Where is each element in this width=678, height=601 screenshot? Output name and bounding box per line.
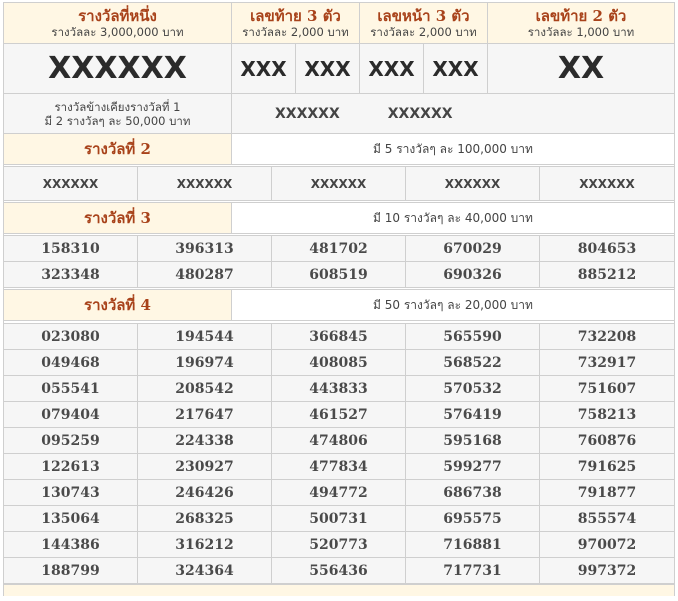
prize4-number: 576419	[406, 402, 540, 428]
last2-amount: รางวัลละ 1,000 บาท	[527, 25, 635, 39]
prize4-number: 477834	[272, 454, 406, 480]
last3-title: เลขท้าย 3 ตัว	[250, 7, 341, 25]
prize-values-row	[3, 44, 675, 94]
prize4-number: 230927	[138, 454, 272, 480]
front3-amount: รางวัลละ 2,000 บาท	[370, 25, 477, 39]
prize4-row	[3, 506, 675, 532]
prize4-number: 408085	[272, 350, 406, 376]
prize4-number: 716881	[406, 532, 540, 558]
prize4-number: 095259	[4, 428, 138, 454]
next-section-edge	[3, 584, 675, 596]
prize3-number: 323348	[4, 262, 138, 288]
last3-amount: รางวัลละ 2,000 บาท	[242, 25, 349, 39]
near-first-value-1: XXXXXX	[275, 105, 340, 122]
prize-header-row	[3, 2, 675, 44]
prize3-number: 670029	[406, 236, 540, 262]
prize4-number: 079404	[4, 402, 138, 428]
prize4-number: 324364	[138, 558, 272, 584]
prize4-number: 208542	[138, 376, 272, 402]
prize4-row	[3, 454, 675, 480]
prize3-title-cell	[4, 203, 232, 234]
prize3-number: 158310	[4, 236, 138, 262]
prize4-number: 196974	[138, 350, 272, 376]
prize2-values-row	[3, 167, 675, 201]
prize4-number: 494772	[272, 480, 406, 506]
prize4-number: 970072	[540, 532, 674, 558]
prize4-number: 855574	[540, 506, 674, 532]
prize4-number: 268325	[138, 506, 272, 532]
prize2-header-row	[3, 134, 675, 165]
prize4-number: 997372	[540, 558, 674, 584]
prize4-row	[3, 402, 675, 428]
prize4-number: 023080	[4, 324, 138, 350]
prize4-header-row	[3, 290, 675, 321]
front3-title: เลขหน้า 3 ตัว	[377, 7, 470, 25]
prize3-number: 396313	[138, 236, 272, 262]
prize4-number: 568522	[406, 350, 540, 376]
prize4-number: 122613	[4, 454, 138, 480]
prize4-number: 791877	[540, 480, 674, 506]
prize2-value: XXXXXX	[406, 167, 540, 201]
prize3-number: 804653	[540, 236, 674, 262]
prize4-number: 188799	[4, 558, 138, 584]
prize4-number: 732208	[540, 324, 674, 350]
prize4-number: 565590	[406, 324, 540, 350]
prize4-info: มี 50 รางวัลๆ ละ 20,000 บาท	[232, 290, 674, 321]
prize4-number: 791625	[540, 454, 674, 480]
last2-header	[488, 3, 674, 44]
first-prize-value: XXXXXX	[4, 44, 232, 94]
prize4-rows	[3, 324, 675, 584]
prize4-number: 500731	[272, 506, 406, 532]
prize3-number: 885212	[540, 262, 674, 288]
prize4-row	[3, 350, 675, 376]
prize2-value: XXXXXX	[540, 167, 674, 201]
last3-header	[232, 3, 360, 44]
prize4-number: 751607	[540, 376, 674, 402]
prize4-number: 055541	[4, 376, 138, 402]
front3-header	[360, 3, 488, 44]
prize4-row	[3, 532, 675, 558]
prize2-title: รางวัลที่ 2	[84, 140, 151, 158]
prize4-number: 246426	[138, 480, 272, 506]
prize4-number: 695575	[406, 506, 540, 532]
near-first-row	[3, 94, 675, 134]
prize4-number: 732917	[540, 350, 674, 376]
first-prize-header	[4, 3, 232, 44]
prize4-row	[3, 428, 675, 454]
prize4-title-cell	[4, 290, 232, 321]
near-first-value-2: XXXXXX	[387, 105, 453, 122]
last3-value-2: XXX	[296, 44, 360, 94]
prize3-number: 481702	[272, 236, 406, 262]
near-first-label-line1: รางวัลข้างเคียงรางวัลที่ 1	[54, 99, 181, 114]
prize4-number: 599277	[406, 454, 540, 480]
prize4-title: รางวัลที่ 4	[84, 296, 151, 314]
prize4-number: 144386	[4, 532, 138, 558]
prize3-rows	[3, 236, 675, 288]
near-first-label	[4, 94, 232, 134]
first-prize-title: รางวัลที่หนึ่ง	[78, 7, 157, 25]
prize2-info: มี 5 รางวัลๆ ละ 100,000 บาท	[232, 134, 674, 165]
front3-value-1: XXX	[360, 44, 424, 94]
front3-value-2: XXX	[424, 44, 488, 94]
near-first-values	[232, 94, 674, 134]
prize2-title-cell	[4, 134, 232, 165]
prize4-number: 461527	[272, 402, 406, 428]
prize4-row	[3, 376, 675, 402]
prize2-value: XXXXXX	[138, 167, 272, 201]
prize4-number: 758213	[540, 402, 674, 428]
prize4-number: 316212	[138, 532, 272, 558]
near-first-label-line2: มี 2 รางวัลๆ ละ 50,000 บาท	[44, 113, 191, 128]
prize4-number: 366845	[272, 324, 406, 350]
prize4-number: 049468	[4, 350, 138, 376]
prize4-number: 717731	[406, 558, 540, 584]
prize4-number: 760876	[540, 428, 674, 454]
prize4-number: 135064	[4, 506, 138, 532]
prize3-header-row	[3, 203, 675, 234]
last2-value: XX	[488, 44, 674, 94]
prize4-number: 520773	[272, 532, 406, 558]
prize3-title: รางวัลที่ 3	[84, 209, 151, 227]
prize3-number: 608519	[272, 262, 406, 288]
prize4-number: 686738	[406, 480, 540, 506]
prize4-number: 570532	[406, 376, 540, 402]
prize4-row	[3, 324, 675, 350]
last3-value-1: XXX	[232, 44, 296, 94]
prize3-number: 480287	[138, 262, 272, 288]
prize4-number: 224338	[138, 428, 272, 454]
lottery-results-table	[3, 2, 675, 596]
prize4-number: 595168	[406, 428, 540, 454]
prize4-number: 130743	[4, 480, 138, 506]
first-prize-amount: รางวัลละ 3,000,000 บาท	[51, 25, 184, 39]
prize4-number: 556436	[272, 558, 406, 584]
prize3-info: มี 10 รางวัลๆ ละ 40,000 บาท	[232, 203, 674, 234]
prize3-row	[3, 262, 675, 288]
prize3-number: 690326	[406, 262, 540, 288]
prize4-row	[3, 480, 675, 506]
prize4-number: 474806	[272, 428, 406, 454]
prize4-row	[3, 558, 675, 584]
prize4-number: 194544	[138, 324, 272, 350]
prize2-value: XXXXXX	[272, 167, 406, 201]
prize4-number: 443833	[272, 376, 406, 402]
last2-title: เลขท้าย 2 ตัว	[535, 7, 627, 25]
prize2-value: XXXXXX	[4, 167, 138, 201]
prize3-row	[3, 236, 675, 262]
prize4-number: 217647	[138, 402, 272, 428]
